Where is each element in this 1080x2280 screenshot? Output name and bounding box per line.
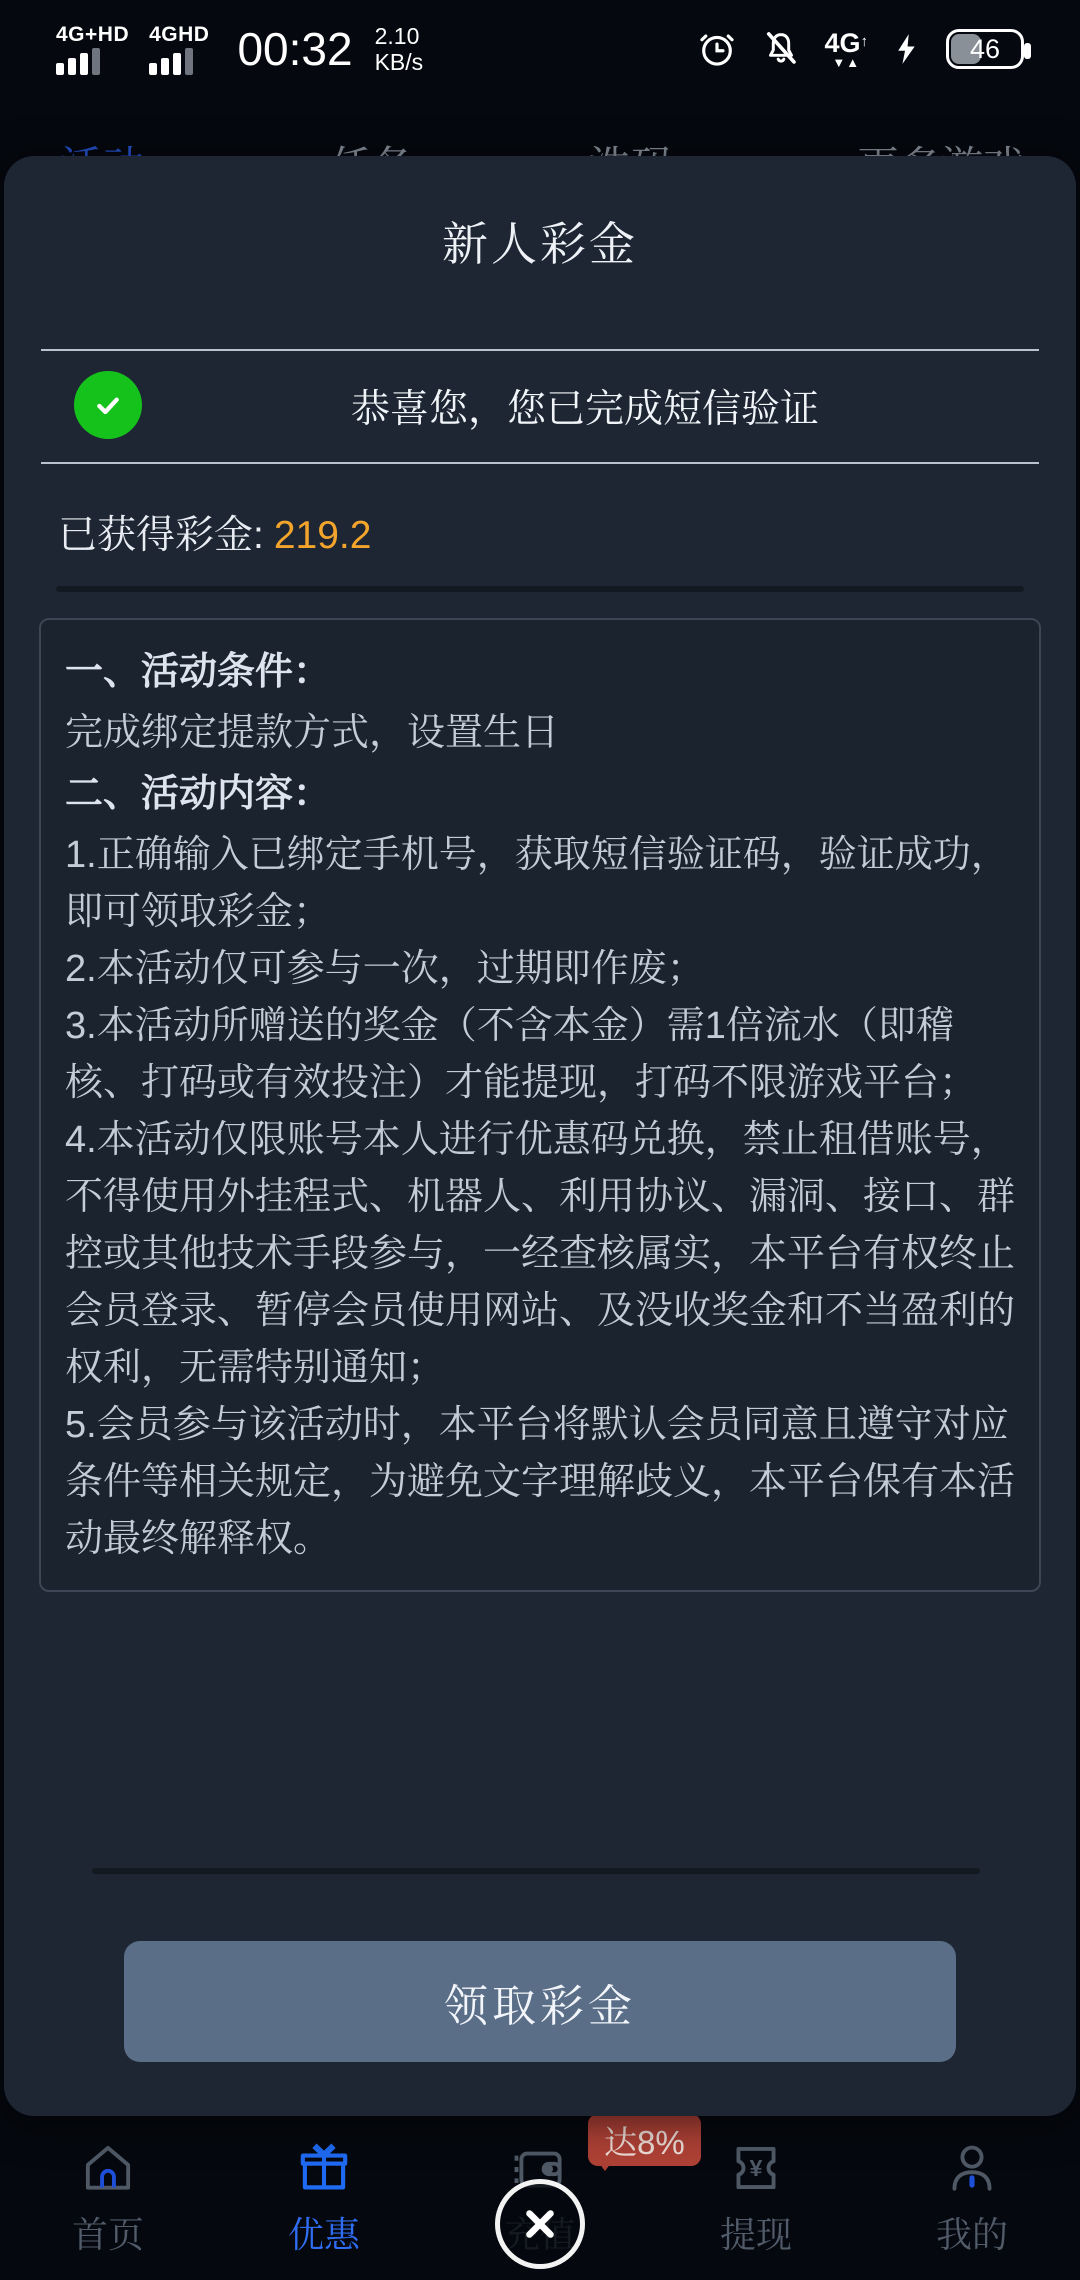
- signal-group-2: [149, 24, 209, 75]
- rules-box: [39, 618, 1041, 1592]
- bonus-amount: 219.2: [273, 514, 372, 557]
- status-bar-left: [56, 22, 423, 76]
- home-icon: [77, 2137, 139, 2199]
- nav-label-profile: 我的: [935, 2214, 1008, 2255]
- charging-bolt-icon: [890, 29, 924, 69]
- rules-section1-title: 一、活动条件：: [65, 651, 332, 693]
- close-icon: [517, 2201, 563, 2247]
- signal-bars-icon: [149, 47, 193, 75]
- battery-nub: [1024, 43, 1031, 59]
- rules-item-5: 5.会员参与该活动时，本平台将默认会员同意且遵守对应条件等相关规定，为避免文字理解歧义，本平台保有本活动最终解释权。: [65, 1404, 1016, 1560]
- bonus-earned-line: [58, 504, 371, 560]
- signal-bars-icon: [56, 47, 100, 75]
- rules-item-4: 4.本活动仅限账号本人进行优惠码兑换，禁止租借账号，不得使用外挂程式、机器人、利用协议、漏洞、接口、群控或其他技术手段参与，一经查核属实，本平台有权终止会员登录、暂停会员使用网站、及没收奖金和不当盈利的权利，无需特别通知；: [65, 1119, 1016, 1389]
- divider: [56, 586, 1024, 592]
- gift-icon: [293, 2137, 355, 2199]
- rules-section1-body: 完成绑定提款方式，设置生日: [65, 712, 560, 754]
- divider: [41, 462, 1039, 464]
- close-modal-button[interactable]: [495, 2179, 585, 2269]
- nav-label-promotions: 优惠: [287, 2214, 360, 2255]
- battery-percent: 46: [969, 33, 1001, 64]
- bottom-nav: [0, 2123, 1080, 2280]
- success-message: 恭喜您，您已完成短信验证: [350, 387, 819, 431]
- svg-text:¥: ¥: [749, 2154, 763, 2181]
- network-speed-unit: KB/s: [374, 49, 424, 75]
- nav-label-withdraw: 提现: [719, 2214, 792, 2255]
- status-bar: [0, 0, 1080, 92]
- alarm-icon: [696, 28, 738, 70]
- network-label-2: 4GHD: [149, 22, 210, 46]
- rules-item-1: 1.正确输入已绑定手机号，获取短信验证码，验证成功，即可领取彩金；: [65, 834, 1009, 933]
- bell-muted-icon: [760, 28, 802, 70]
- recharge-bonus-badge: 达8%: [588, 2114, 701, 2166]
- signal-group-1: [56, 24, 129, 75]
- nav-label-home: 首页: [71, 2214, 144, 2255]
- network-updown-icon: 4G↑ ▼▲: [824, 27, 868, 70]
- success-check-icon: [74, 371, 142, 439]
- network-label-1: 4G+HD: [56, 22, 130, 46]
- modal-title: 新人彩金: [442, 218, 638, 270]
- battery-icon: [946, 29, 1024, 69]
- profile-icon: [941, 2137, 1003, 2199]
- withdraw-icon: [725, 2137, 787, 2199]
- background-tab-bar: [0, 128, 1080, 158]
- newcomer-bonus-modal: [4, 156, 1076, 2116]
- claim-bonus-button[interactable]: 领取彩金: [124, 1941, 956, 2062]
- nav-item-promotions[interactable]: [216, 2123, 432, 2280]
- network-speed: [375, 23, 424, 75]
- divider: [92, 1868, 980, 1874]
- nav-item-profile[interactable]: [864, 2123, 1080, 2280]
- status-bar-right: [696, 28, 1024, 70]
- nav-item-home[interactable]: [0, 2123, 216, 2280]
- network-speed-value: 2.10: [374, 23, 420, 49]
- rules-item-2: 2.本活动仅可参与一次，过期即作废；: [65, 948, 705, 990]
- rules-item-3: 3.本活动所赠送的奖金（不含本金）需1倍流水（即稽核、打码或有效投注）才能提现，打码不限游戏平台；: [65, 1005, 978, 1104]
- sms-verified-row: [4, 351, 1076, 460]
- rules-section2-title: 二、活动内容：: [65, 773, 332, 815]
- clock-time: 00:32: [237, 23, 353, 75]
- bonus-label: 已获得彩金:: [58, 514, 264, 557]
